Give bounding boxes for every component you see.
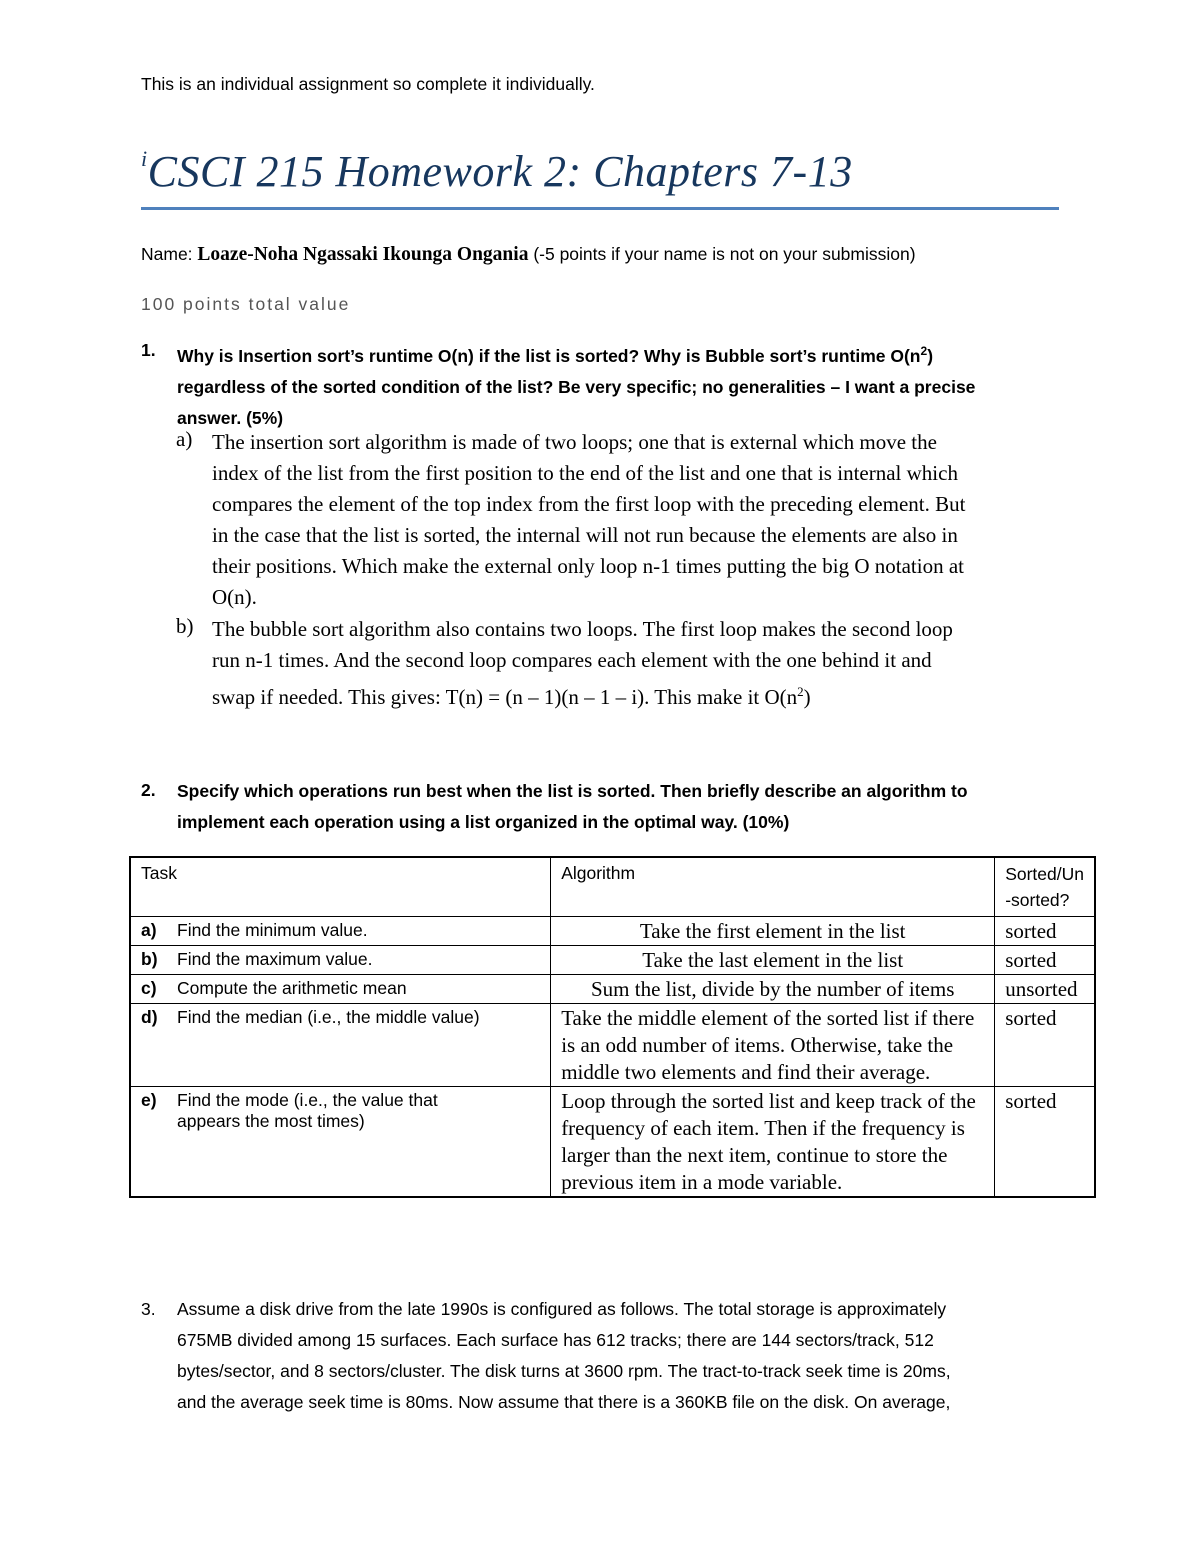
row-algorithm: Loop through the sorted list and keep track of the frequency of each item. Then if the frequency is larger than the next item, continue to store the previous item in a mode variable. xyxy=(551,1087,995,1198)
row-task: Find the minimum value. xyxy=(177,920,368,940)
q3-number: 3. xyxy=(141,1299,156,1319)
name-note: (-5 points if your name is not on your submission) xyxy=(528,244,916,264)
q1-answer-a-line: The insertion sort algorithm is made of two loops; one that is external which move the xyxy=(212,430,937,454)
header-sorted xyxy=(995,857,1095,917)
header-task: Task xyxy=(130,857,551,917)
q1-line1-sup: 2 xyxy=(920,344,928,358)
row-task: Find the maximum value. xyxy=(177,949,373,969)
q1-answer-a-line: compares the element of the top index from the first loop with the preceding element. But xyxy=(212,492,966,516)
endnote-marker[interactable]: i xyxy=(141,146,148,172)
row-letter: a) xyxy=(141,920,157,940)
q1-line1a: Why is Insertion sort’s runtime O(n) if the list is sorted? Why is Bubble sort’s runtime O(n xyxy=(177,345,921,366)
row-sorted: unsorted xyxy=(995,975,1095,1004)
title-underline xyxy=(141,207,1059,210)
table-row xyxy=(130,1087,1095,1198)
row-algorithm: Take the last element in the list xyxy=(551,946,995,975)
q3-line: and the average seek time is 80ms. Now assume that there is a 360KB file on the disk. On average, xyxy=(177,1392,951,1412)
title-text: CSCI 215 Homework 2: Chapters 7-13 xyxy=(147,147,853,196)
q3-line: 675MB divided among 15 surfaces. Each surface has 612 tracks; there are 144 sectors/track, 512 xyxy=(177,1330,934,1350)
q1-answer-a-line: index of the list from the first position to the end of the list and one that is internal which xyxy=(212,461,958,485)
q1-answer-a-label: a) xyxy=(176,427,193,451)
row-sorted: sorted xyxy=(995,917,1095,946)
header-sorted-line1: Sorted/Un xyxy=(1005,864,1084,884)
header-sorted-line2: -sorted? xyxy=(1005,890,1070,910)
q1-answer-b-end: ) xyxy=(803,685,811,709)
table-row xyxy=(130,946,1095,975)
q3-line: Assume a disk drive from the late 1990s is configured as follows. The total storage is approximately xyxy=(177,1299,947,1319)
page-title xyxy=(141,146,1059,197)
operations-table xyxy=(129,856,1096,1198)
q1-answer-b-line: The bubble sort algorithm also contains two loops. The first loop makes the second loop xyxy=(212,617,953,641)
header-algorithm: Algorithm xyxy=(551,857,995,917)
q2-line1: Specify which operations run best when the list is sorted. Then briefly describe an algorithm to xyxy=(177,781,968,801)
q1-answer-a-line: in the case that the list is sorted, the internal will not run because the elements are also in xyxy=(212,523,958,547)
row-sorted: sorted xyxy=(995,1004,1095,1087)
table-row xyxy=(130,975,1095,1004)
q1-answer-b-line: run n-1 times. And the second loop compares each element with the one behind it and xyxy=(212,648,932,672)
name-label: Name: xyxy=(141,244,198,264)
row-letter: c) xyxy=(141,978,157,998)
q1-line3: answer. (5%) xyxy=(177,407,284,428)
row-letter: b) xyxy=(141,949,158,969)
q2-question xyxy=(177,776,968,838)
row-letter: d) xyxy=(141,1007,158,1027)
q1-question xyxy=(177,336,975,434)
row-letter: e) xyxy=(141,1090,157,1110)
q2-number: 2. xyxy=(141,780,156,800)
table-header-row xyxy=(130,857,1095,917)
row-algorithm: Sum the list, divide by the number of items xyxy=(551,975,995,1004)
student-name: Loaze-Noha Ngassaki Ikounga Ongania xyxy=(197,244,529,265)
q1-line1b: ) xyxy=(927,345,934,366)
row-task: Compute the arithmetic mean xyxy=(177,978,407,998)
row-task: Find the mode (i.e., the value that appears the most times) xyxy=(177,1090,438,1131)
q1-answer-a-line: their positions. Which make the external only loop n-1 times putting the big O notation at xyxy=(212,554,964,578)
q1-answer-b-last: swap if needed. This gives: T(n) = (n – 1)(n – 1 – i). This make it O(n xyxy=(212,685,798,709)
q1-answer-b-sup: 2 xyxy=(797,684,804,699)
q1-number: 1. xyxy=(141,340,156,360)
name-line xyxy=(141,244,916,266)
points-total: 100 points total value xyxy=(141,294,351,314)
intro-text: This is an individual assignment so complete it individually. xyxy=(141,74,595,94)
q1-line2: regardless of the sorted condition of the list? Be very specific; no generalities – I want a precise xyxy=(177,376,976,397)
q1-answer-a xyxy=(212,427,965,613)
q1-answer-a-line: O(n). xyxy=(212,585,257,609)
q1-answer-b xyxy=(212,614,953,713)
q2-line2: implement each operation using a list organized in the optimal way. (10%) xyxy=(177,812,790,832)
q1-answer-b-label: b) xyxy=(176,614,194,638)
row-task: Find the median (i.e., the middle value) xyxy=(177,1007,480,1027)
q3-line: bytes/sector, and 8 sectors/cluster. The disk turns at 3600 rpm. The tract-to-track seek time is 20ms, xyxy=(177,1361,951,1381)
row-sorted: sorted xyxy=(995,1087,1095,1198)
row-algorithm: Take the middle element of the sorted list if there is an odd number of items. Otherwise, take the middle two elements and find their average. xyxy=(551,1004,995,1087)
table-row xyxy=(130,917,1095,946)
q3-question xyxy=(177,1294,951,1418)
table-row xyxy=(130,1004,1095,1087)
row-algorithm: Take the first element in the list xyxy=(551,917,995,946)
row-sorted: sorted xyxy=(995,946,1095,975)
